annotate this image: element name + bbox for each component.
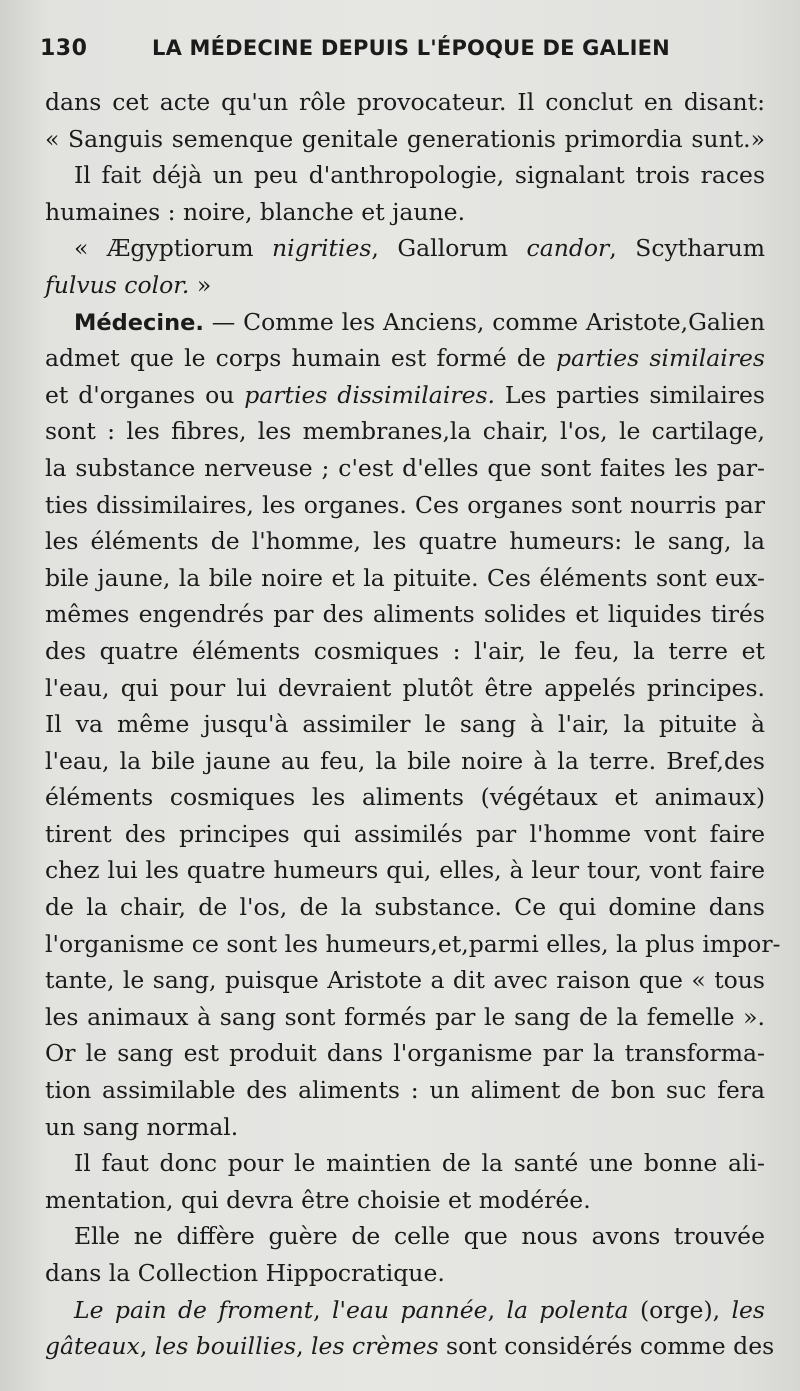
italic-text: fulvus color. (45, 270, 190, 299)
text-segment: ties dissimilaires, les organes. Ces organes sont nourris par (45, 490, 765, 519)
text-segment: sont : les fibres, les membranes,la chair, l'os, le cartilage, (45, 417, 765, 446)
page-header (40, 36, 780, 76)
text-segment: bile jaune, la bile noire et la pituite. Ces éléments sont eux- (45, 563, 765, 592)
text-line (45, 962, 765, 999)
text-segment: Il va même jusqu'à assimiler le sang à l'air, la pituite à (45, 710, 765, 739)
text-line (45, 743, 765, 780)
text-line (45, 157, 765, 194)
text-segment: mêmes engendrés par des aliments solides et liquides tirés (45, 600, 765, 629)
italic-text: candor (526, 234, 610, 263)
text-line (45, 340, 765, 377)
text-segment: « Ægyptiorum (74, 234, 273, 263)
text-line (45, 816, 765, 853)
body-text (45, 84, 781, 1365)
text-line (45, 706, 765, 743)
text-segment: tion assimilable des aliments : un aliment de bon suc fera (45, 1076, 765, 1105)
text-segment: tirent des principes qui assimilés par l'homme vont faire (45, 819, 765, 848)
text-segment: admet que le corps humain est formé de (45, 344, 556, 373)
text-line (45, 84, 765, 121)
text-line (45, 304, 765, 341)
text-segment: Elle ne diffère guère de celle que nous avons trouvée (74, 1222, 765, 1251)
text-line (45, 377, 765, 414)
text-segment: humaines : noire, blanche et jaune. (45, 197, 466, 226)
text-segment: Il fait déjà un peu d'anthropologie, signalant trois races (74, 161, 765, 190)
text-segment: Or le sang est produit dans l'organisme par la transforma- (45, 1039, 765, 1068)
text-line (45, 267, 765, 304)
italic-text: l'eau pannée (332, 1295, 488, 1324)
text-segment: , (313, 1295, 333, 1324)
text-line (45, 1328, 775, 1365)
text-line (45, 633, 765, 670)
text-line (45, 926, 781, 963)
text-segment: , (296, 1332, 312, 1361)
text-segment: la substance nerveuse ; c'est d'elles que sont faites les par- (45, 453, 765, 482)
text-segment: « Sanguis semenque genitale generationis primordia sunt.» (45, 124, 765, 153)
italic-text: les bouillies (154, 1332, 297, 1361)
text-line (45, 999, 765, 1036)
text-segment: (orge), (628, 1295, 732, 1324)
italic-text: parties dissimilaires. (244, 380, 496, 409)
text-segment: de la chair, de l'os, de la substance. Ce qui domine dans (45, 893, 765, 922)
text-line (45, 1218, 765, 1255)
text-segment: sont considérés comme des (438, 1332, 775, 1361)
text-segment: , (139, 1332, 155, 1361)
text-segment: et d'organes ou (45, 380, 245, 409)
text-line (45, 889, 765, 926)
text-segment: éléments cosmiques les aliments (végétaux et animaux) (45, 783, 765, 812)
text-segment: dans la Collection Hippocratique. (45, 1259, 445, 1287)
text-segment: , Scytharum (609, 234, 766, 263)
page-number: 130 (40, 36, 88, 61)
text-segment: Les parties similaires (495, 380, 765, 409)
text-line (45, 1182, 765, 1219)
section-heading: Médecine. (74, 309, 204, 336)
text-segment: dans cet acte qu'un rôle provocateur. Il conclut en disant: (45, 88, 765, 116)
text-segment: les animaux à sang sont formés par le sang de la femelle ». (45, 1002, 765, 1031)
text-line (45, 487, 765, 524)
text-segment: un sang normal. (45, 1112, 239, 1141)
text-segment: chez lui les quatre humeurs qui, elles, à leur tour, vont faire (45, 856, 765, 885)
italic-text: la polenta (506, 1295, 629, 1324)
text-segment: mentation, qui devra être choisie et modérée. (45, 1185, 591, 1214)
text-segment: — Comme les Anciens, comme Aristote,Galien (203, 307, 765, 336)
text-line (45, 1145, 765, 1182)
text-line (45, 779, 765, 816)
text-segment: Il faut donc pour le maintien de la santé une bonne ali- (74, 1149, 765, 1178)
italic-text: les crèmes (311, 1332, 439, 1361)
text-segment: l'organisme ce sont les humeurs,et,parmi elles, la plus impor- (45, 929, 781, 958)
italic-text: gâteaux (45, 1332, 140, 1361)
text-line (45, 523, 765, 560)
text-line (45, 852, 765, 889)
text-line (45, 194, 765, 231)
italic-text: parties similaires (556, 344, 765, 373)
running-title: LA MÉDECINE DEPUIS L'ÉPOQUE DE GALIEN (152, 36, 670, 60)
text-line (45, 1255, 765, 1292)
text-line (45, 1072, 765, 1109)
text-segment: tante, le sang, puisque Aristote a dit avec raison que « tous (45, 966, 765, 995)
text-line (45, 121, 765, 158)
text-segment: l'eau, la bile jaune au feu, la bile noire à la terre. Bref,des (45, 746, 765, 775)
text-segment: , (487, 1295, 507, 1324)
text-line (45, 1292, 765, 1329)
text-segment: » (189, 270, 212, 299)
text-line (45, 560, 765, 597)
text-line (45, 596, 765, 633)
text-line (45, 1035, 765, 1072)
italic-text: nigrities (272, 234, 372, 263)
italic-text: les (731, 1295, 765, 1324)
text-line (45, 413, 765, 450)
text-line (45, 230, 765, 267)
text-segment: , Gallorum (371, 234, 527, 263)
italic-text: Le pain de froment (74, 1295, 314, 1324)
text-segment: l'eau, qui pour lui devraient plutôt être appelés principes. (45, 673, 765, 702)
text-line (45, 450, 765, 487)
text-segment: les éléments de l'homme, les quatre humeurs: le sang, la (45, 527, 765, 556)
text-segment: des quatre éléments cosmiques : l'air, le feu, la terre et (45, 636, 765, 665)
text-line (45, 670, 765, 707)
text-line (45, 1109, 765, 1146)
